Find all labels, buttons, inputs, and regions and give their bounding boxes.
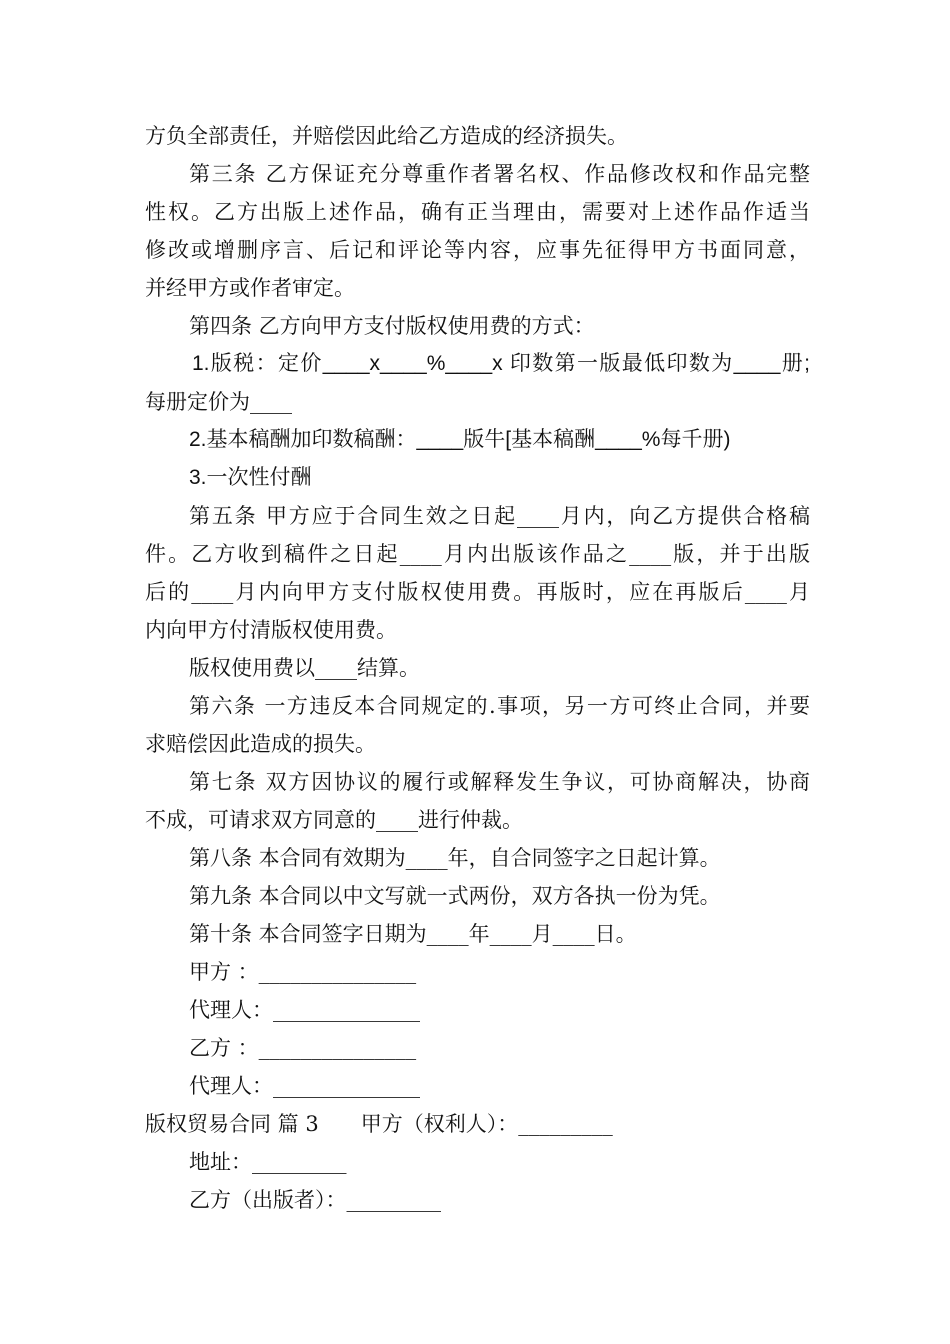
text-line: 内向甲方付清版权使用费。: [145, 618, 397, 642]
signature-line-agent-a: 代理人：______________: [189, 998, 420, 1022]
text-line: 2.基本稿酬加印数稿酬：____版牛[基本稿酬____%每千册): [189, 428, 731, 451]
text-line: 3.一次性付酬: [189, 466, 312, 489]
text-line: 第八条 本合同有效期为____年，自合同签字之日起计算。: [189, 846, 721, 870]
text-line: 第七条 双方因协议的履行或解释发生争议，可协商解决，协商: [189, 770, 810, 794]
text-line: 第四条 乙方向甲方支付版权使用费的方式：: [189, 314, 595, 338]
publisher-line: 乙方（出版者）：_________: [189, 1188, 441, 1212]
text-line: 不成，可请求双方同意的____进行仲裁。: [145, 808, 523, 832]
text-line: 第三条 乙方保证充分尊重作者署名权、作品修改权和作品完整: [189, 162, 810, 186]
text-line: 1.版税：定价____x____%____x 印数第一版最低印数为____册;: [192, 352, 810, 375]
signature-line-party-b: 乙方 ：_______________: [189, 1036, 417, 1060]
text-line: 第九条 本合同以中文写就一式两份，双方各执一份为凭。: [189, 884, 721, 908]
text-line: 第十条 本合同签字日期为____年____月____日。: [189, 922, 637, 946]
address-line: 地址：_________: [189, 1150, 347, 1174]
text-line: 后的____月内向甲方支付版权使用费。再版时，应在再版后____月: [145, 580, 810, 604]
signature-line-party-a: 甲方 ：_______________: [189, 960, 417, 984]
section-heading-line: 版权贸易合同 篇 3 甲方（权利人）：_________: [145, 1112, 613, 1136]
text-line: 并经甲方或作者审定。: [145, 276, 355, 300]
text-line: 方负全部责任，并赔偿因此给乙方造成的经济损失。: [145, 124, 628, 148]
text-line: 求赔偿因此造成的损失。: [145, 732, 376, 756]
text-line: 版权使用费以____结算。: [189, 656, 420, 680]
text-line: 修改或增删序言、后记和评论等内容，应事先征得甲方书面同意，: [145, 238, 810, 262]
text-line: 第六条 一方违反本合同规定的.事项，另一方可终止合同，并要: [189, 694, 810, 718]
signature-line-agent-b: 代理人：______________: [189, 1074, 420, 1098]
text-line: 第五条 甲方应于合同生效之日起____月内，向乙方提供合格稿: [189, 504, 810, 528]
text-line: 件。乙方收到稿件之日起____月内出版该作品之____版，并于出版: [145, 542, 810, 566]
text-line: 每册定价为____: [145, 390, 292, 414]
text-line: 性权。乙方出版上述作品，确有正当理由，需要对上述作品作适当: [145, 200, 810, 224]
